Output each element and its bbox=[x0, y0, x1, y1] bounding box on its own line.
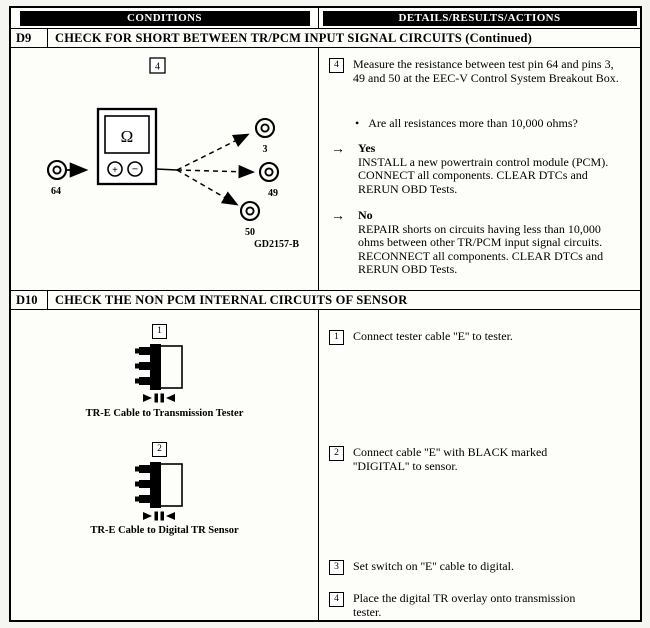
arrow-right-icon bbox=[143, 394, 152, 402]
result-action: REPAIR shorts on circuits having less than 10,000 ohms between other TR/PCM input signal circuits. RECONNECT all components. CLEAR DTCs and RERUN OBD Tests. bbox=[358, 221, 604, 277]
d9-figure-cell bbox=[11, 48, 319, 290]
step-number-box: 4 bbox=[329, 58, 344, 73]
d10-step-4 bbox=[329, 592, 605, 620]
section-d9-header bbox=[11, 29, 640, 48]
step-number-box: 1 bbox=[329, 330, 344, 345]
pin-3-connector-icon bbox=[256, 119, 274, 137]
step-number-box: 3 bbox=[329, 560, 344, 575]
figure-2-caption: TR-E Cable to Digital TR Sensor bbox=[90, 525, 239, 536]
figure-id: GD2157-B bbox=[254, 239, 299, 250]
details-header-cell bbox=[319, 8, 640, 28]
step-text: Set switch on ''E'' cable to digital. bbox=[353, 559, 514, 573]
tr-e-cable-connector-icon bbox=[134, 462, 190, 522]
step-text: Measure the resistance between test pin 64 and pins 3, 49 and 50 at the EEC-V Control System Breakout Box. bbox=[353, 57, 619, 85]
d10-step-1 bbox=[329, 330, 513, 345]
pin-49-label: 49 bbox=[268, 188, 278, 199]
svg-text:−: − bbox=[131, 163, 139, 176]
ohmmeter-test-diagram bbox=[11, 48, 317, 289]
step-text: Place the digital TR overlay onto transmission tester. bbox=[353, 591, 576, 619]
result-arrow-icon: → bbox=[331, 209, 345, 224]
section-d10-body bbox=[11, 310, 640, 620]
pin-3-label: 3 bbox=[262, 144, 268, 155]
conditions-header: CONDITIONS bbox=[20, 11, 310, 26]
figure-2-step-badge: 2 bbox=[152, 442, 167, 457]
section-d10-header bbox=[11, 291, 640, 310]
d9-actions-cell bbox=[319, 48, 640, 290]
section-d10-title: CHECK THE NON PCM INTERNAL CIRCUITS OF SENSOR bbox=[55, 292, 408, 307]
d10-actions-cell bbox=[319, 310, 640, 620]
section-d9-body bbox=[11, 48, 640, 291]
result-label: No bbox=[358, 208, 373, 222]
step-number-box: 4 bbox=[329, 592, 344, 607]
section-d10-id: D10 bbox=[11, 291, 48, 309]
ohm-symbol: Ω bbox=[120, 127, 134, 146]
step-number-box: 2 bbox=[329, 446, 344, 461]
d9-result-yes bbox=[331, 142, 610, 196]
bullet-icon: • bbox=[355, 116, 360, 130]
dashed-lead-pin-50 bbox=[177, 170, 236, 204]
question-text: Are all resistances more than 10,000 ohms? bbox=[368, 116, 578, 130]
table-header-row bbox=[11, 8, 640, 29]
arrow-right-icon bbox=[143, 512, 152, 520]
step-text: Connect tester cable ''E'' to tester. bbox=[353, 329, 513, 343]
pin-64-label: 64 bbox=[51, 186, 61, 197]
pin-50-connector-icon bbox=[241, 202, 259, 220]
result-action: INSTALL a new powertrain control module (PCM). CONNECT all components. CLEAR DTCs and RERUN OBD Tests. bbox=[358, 154, 609, 196]
d9-result-no bbox=[331, 209, 610, 277]
pin-49-connector-icon bbox=[260, 163, 278, 181]
pin-50-label: 50 bbox=[245, 227, 255, 238]
figure-step-badge: 4 bbox=[155, 61, 160, 73]
result-label: Yes bbox=[358, 141, 376, 155]
d10-step-2 bbox=[329, 446, 601, 474]
d9-step-4 bbox=[329, 58, 625, 86]
details-header: DETAILS/RESULTS/ACTIONS bbox=[323, 11, 637, 26]
arrow-left-icon bbox=[166, 512, 175, 520]
section-d9-title: CHECK FOR SHORT BETWEEN TR/PCM INPUT SIGNAL CIRCUITS (Continued) bbox=[55, 30, 533, 45]
pinpoint-test-table bbox=[9, 6, 642, 622]
dashed-lead-pin-3 bbox=[177, 135, 247, 170]
figure-1-caption: TR-E Cable to Transmission Tester bbox=[85, 408, 244, 419]
svg-text:+: + bbox=[112, 165, 118, 176]
d9-question bbox=[355, 116, 578, 131]
step-text: Connect cable ''E'' with BLACK marked ''DIGITAL'' to sensor. bbox=[353, 445, 548, 473]
pin-64-connector-icon bbox=[48, 161, 66, 179]
d10-figure-cell bbox=[11, 310, 319, 620]
figure-1-step-badge: 1 bbox=[152, 324, 167, 339]
d10-step-3 bbox=[329, 560, 514, 575]
dashed-lead-pin-49 bbox=[177, 170, 252, 172]
arrow-left-icon bbox=[166, 394, 175, 402]
conditions-header-cell bbox=[11, 8, 319, 28]
result-arrow-icon: → bbox=[331, 142, 345, 157]
tr-e-cable-connector-icon bbox=[134, 344, 190, 404]
section-d9-id: D9 bbox=[11, 29, 48, 47]
